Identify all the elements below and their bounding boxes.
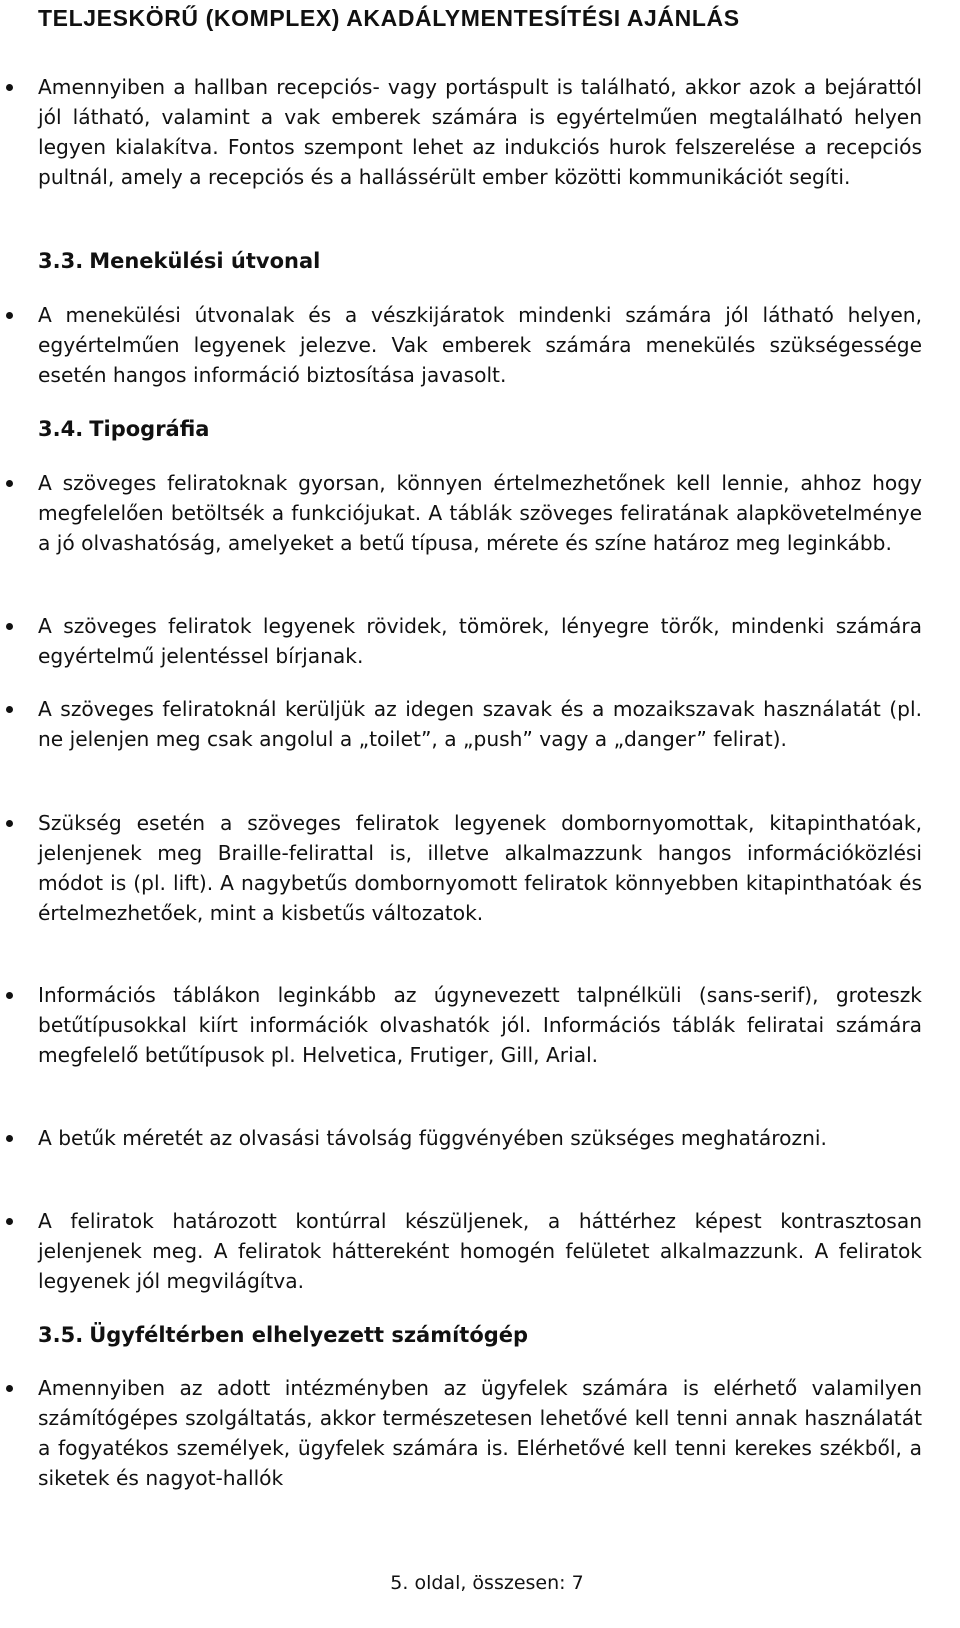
bullet-icon <box>6 312 13 319</box>
section-number: 3.3. <box>38 249 84 273</box>
section-title: Tipográfia <box>89 417 210 441</box>
bullet-icon <box>6 1385 13 1392</box>
bullet-icon <box>6 992 13 999</box>
section-title: Ügyféltérben elhelyezett számítógép <box>89 1323 529 1347</box>
bullet-icon <box>6 820 13 827</box>
bullet-icon <box>6 1218 13 1225</box>
section-title: Menekülési útvonal <box>89 249 321 273</box>
paragraph-text: Amennyiben a hallban recepciós- vagy portáspult is található, akkor azok a bejárattól jól látható, valamint a vak emberek számára is egyértelműen megtalálható helyen legyen kialakítva. Fontos szempont lehet az indukciós hurok felszerelése a recepciós pultnál, amely a recepciós és a hallássérült ember közötti kommunikációt segíti. <box>38 75 922 189</box>
bullet-icon <box>6 480 13 487</box>
paragraph-text: A betűk méretét az olvasási távolság függvényében szükséges meghatározni. <box>38 1126 827 1150</box>
paragraph-text: A menekülési útvonalak és a vészkijáratok mindenki számára jól látható helyen, egyértelműen legyenek jelezve. Vak emberek számára menekülés szükségessége esetén hangos információ biztosítása javasolt. <box>38 303 922 387</box>
bullet-icon <box>6 1135 13 1142</box>
section-heading <box>38 1320 918 1350</box>
section-heading <box>38 414 918 444</box>
section-heading <box>38 246 918 276</box>
bullet-icon <box>6 623 13 630</box>
paragraph-text: Szükség esetén a szöveges feliratok legyenek dombornyomottak, kitapinthatóak, jelenjenek meg Braille-felirattal is, illetve alkalmazzunk hangos információközlési módot is (pl. lift). A nagybetűs dombornyomott feliratok könnyebben kitapinthatóak és értelmezhetőek, mint a kisbetűs változatok. <box>38 811 922 925</box>
paragraph-text: A szöveges feliratoknak gyorsan, könnyen értelmezhetőnek kell lennie, ahhoz hogy megfelelően betöltsék a funkciójukat. A táblák szöveges feliratának alapkövetelménye a jó olvashatóság, amelyeket a betű típusa, mérete és színe határoz meg leginkább. <box>38 471 922 555</box>
paragraph-text: Információs táblákon leginkább az úgynevezett talpnélküli (sans-serif), groteszk betűtípusokkal kiírt információk olvashatók jól. Információs táblák feliratai számára megfelelő betűtípusok pl. Helvetica, Frutiger, Gill, Arial. <box>38 983 922 1067</box>
bullet-icon <box>6 84 13 91</box>
section-number: 3.4. <box>38 417 84 441</box>
document-title: TELJESKÖRŰ (KOMPLEX) AKADÁLYMENTESÍTÉSI AJÁNLÁS <box>38 5 740 31</box>
page-number: 5. oldal, összesen: 7 <box>390 1572 584 1594</box>
section-number: 3.5. <box>38 1323 84 1347</box>
paragraph-text: A feliratok határozott kontúrral készüljenek, a háttérhez képest kontrasztosan jelenjenek meg. A feliratok háttereként homogén felületet alkalmazzunk. A feliratok legyenek jól megvilágítva. <box>38 1209 922 1293</box>
paragraph-text: A szöveges feliratok legyenek rövidek, tömörek, lényegre törők, mindenki számára egyértelmű jelentéssel bírjanak. <box>38 614 922 668</box>
page-footer <box>0 1570 960 1596</box>
paragraph-text: Amennyiben az adott intézményben az ügyfelek számára is elérhető valamilyen számítógépes szolgáltatás, akkor természetesen lehetővé kell tenni annak használatát a fogyatékos személyek, ügyfelek számára is. Elérhetővé kell tenni kerekes székből, a siketek és nagyot-hallók <box>38 1376 922 1490</box>
bullet-icon <box>6 706 13 713</box>
paragraph-text: A szöveges feliratoknál kerüljük az idegen szavak és a mozaikszavak használatát (pl. ne jelenjen meg csak angolul a „toilet”, a „push” vagy a „danger” felirat). <box>38 697 922 751</box>
